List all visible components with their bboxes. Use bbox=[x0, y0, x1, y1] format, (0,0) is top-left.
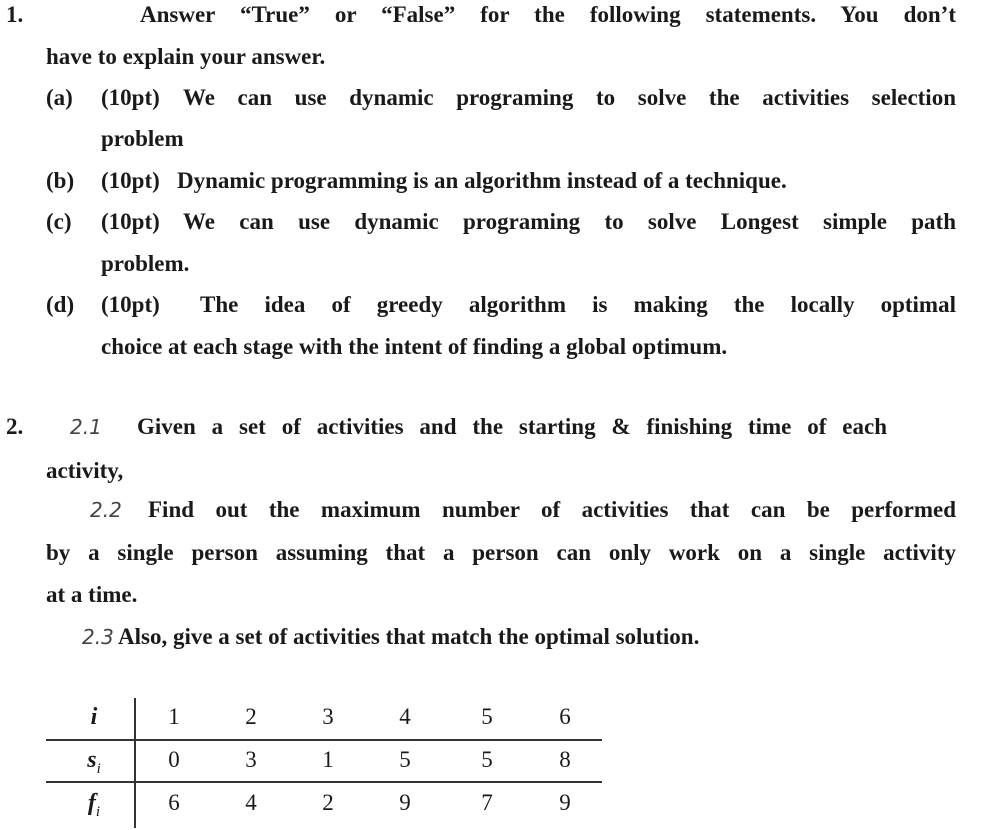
table-row-divider-1 bbox=[46, 739, 602, 741]
table-cell: 5 bbox=[481, 704, 493, 729]
table-cell: 6 bbox=[168, 790, 180, 815]
q1-intro-line2: have to explain your answer. bbox=[46, 44, 326, 69]
table-header-f: $f_i$ bbox=[87, 790, 101, 820]
table-cell: 3 bbox=[245, 747, 257, 772]
table-cell: 0 bbox=[168, 747, 180, 772]
table-header-i: i bbox=[90, 704, 98, 730]
q2-handwritten-mark-2: 2.2 bbox=[90, 498, 122, 522]
q2-line3: Find out the maximum number of activities that can be performed bbox=[148, 497, 956, 522]
table-cell: 8 bbox=[559, 747, 571, 772]
q1-item-a-text: We can use dynamic programing to solve the activities selection bbox=[183, 85, 956, 110]
q1-item-a-text-cont: problem bbox=[101, 126, 184, 151]
q1-item-b-text: Dynamic programming is an algorithm instead of a technique. bbox=[177, 168, 787, 193]
table-cell: 6 bbox=[559, 704, 571, 729]
q1-item-b-points: (10pt) bbox=[101, 168, 160, 193]
q1-item-c-points: (10pt) bbox=[101, 209, 160, 234]
table-cell: 3 bbox=[322, 704, 334, 729]
table-cell: 4 bbox=[399, 704, 411, 729]
q2-line1: Given a set of activities and the starting & finishing time of each bbox=[137, 414, 887, 439]
q1-item-c-label: (c) bbox=[46, 209, 72, 234]
table-vertical-divider bbox=[134, 698, 136, 828]
q1-item-b-label: (b) bbox=[46, 168, 75, 193]
q1-number: 1. bbox=[6, 2, 24, 27]
q2-line4: by a single person assuming that a person can only work on a single activity bbox=[46, 540, 956, 565]
q1-intro-line1: Answer “True” or “False” for the following statements. You don’t bbox=[140, 2, 956, 27]
table-cell: 9 bbox=[399, 790, 411, 815]
q1-item-d-points: (10pt) bbox=[101, 292, 160, 317]
q2-line2: activity, bbox=[46, 458, 124, 483]
table-cell: 4 bbox=[245, 790, 257, 815]
q1-item-c-text: We can use dynamic programing to solve Longest simple path bbox=[183, 209, 956, 234]
q1-item-d-text: The idea of greedy algorithm is making the locally optimal bbox=[200, 292, 956, 317]
q1-item-c-text-cont: problem. bbox=[101, 251, 190, 276]
q1-item-d-label: (d) bbox=[46, 292, 75, 317]
table-cell: 5 bbox=[481, 747, 493, 772]
q2-handwritten-mark-3: 2.3 bbox=[82, 625, 114, 649]
table-header-s: $s_i$ bbox=[87, 747, 101, 777]
q2-handwritten-mark-1: 2.1 bbox=[70, 415, 102, 439]
activities-table bbox=[46, 698, 602, 828]
table-cell: 2 bbox=[322, 790, 334, 815]
table-cell: 7 bbox=[481, 790, 493, 815]
table-cell: 2 bbox=[245, 704, 257, 729]
q1-item-a-label: (a) bbox=[46, 85, 73, 110]
q2-number: 2. bbox=[6, 414, 24, 439]
table-cell: 1 bbox=[168, 704, 180, 729]
q1-item-d-text-cont: choice at each stage with the intent of finding a global optimum. bbox=[101, 334, 728, 359]
q2-line5: at a time. bbox=[46, 582, 138, 607]
q1-item-a-points: (10pt) bbox=[101, 85, 160, 110]
q2-line6: Also, give a set of activities that match the optimal solution. bbox=[118, 624, 700, 649]
table-cell: 5 bbox=[399, 747, 411, 772]
table-cell: 9 bbox=[559, 790, 571, 815]
table-row-divider-2 bbox=[46, 781, 602, 783]
table-cell: 1 bbox=[322, 747, 334, 772]
